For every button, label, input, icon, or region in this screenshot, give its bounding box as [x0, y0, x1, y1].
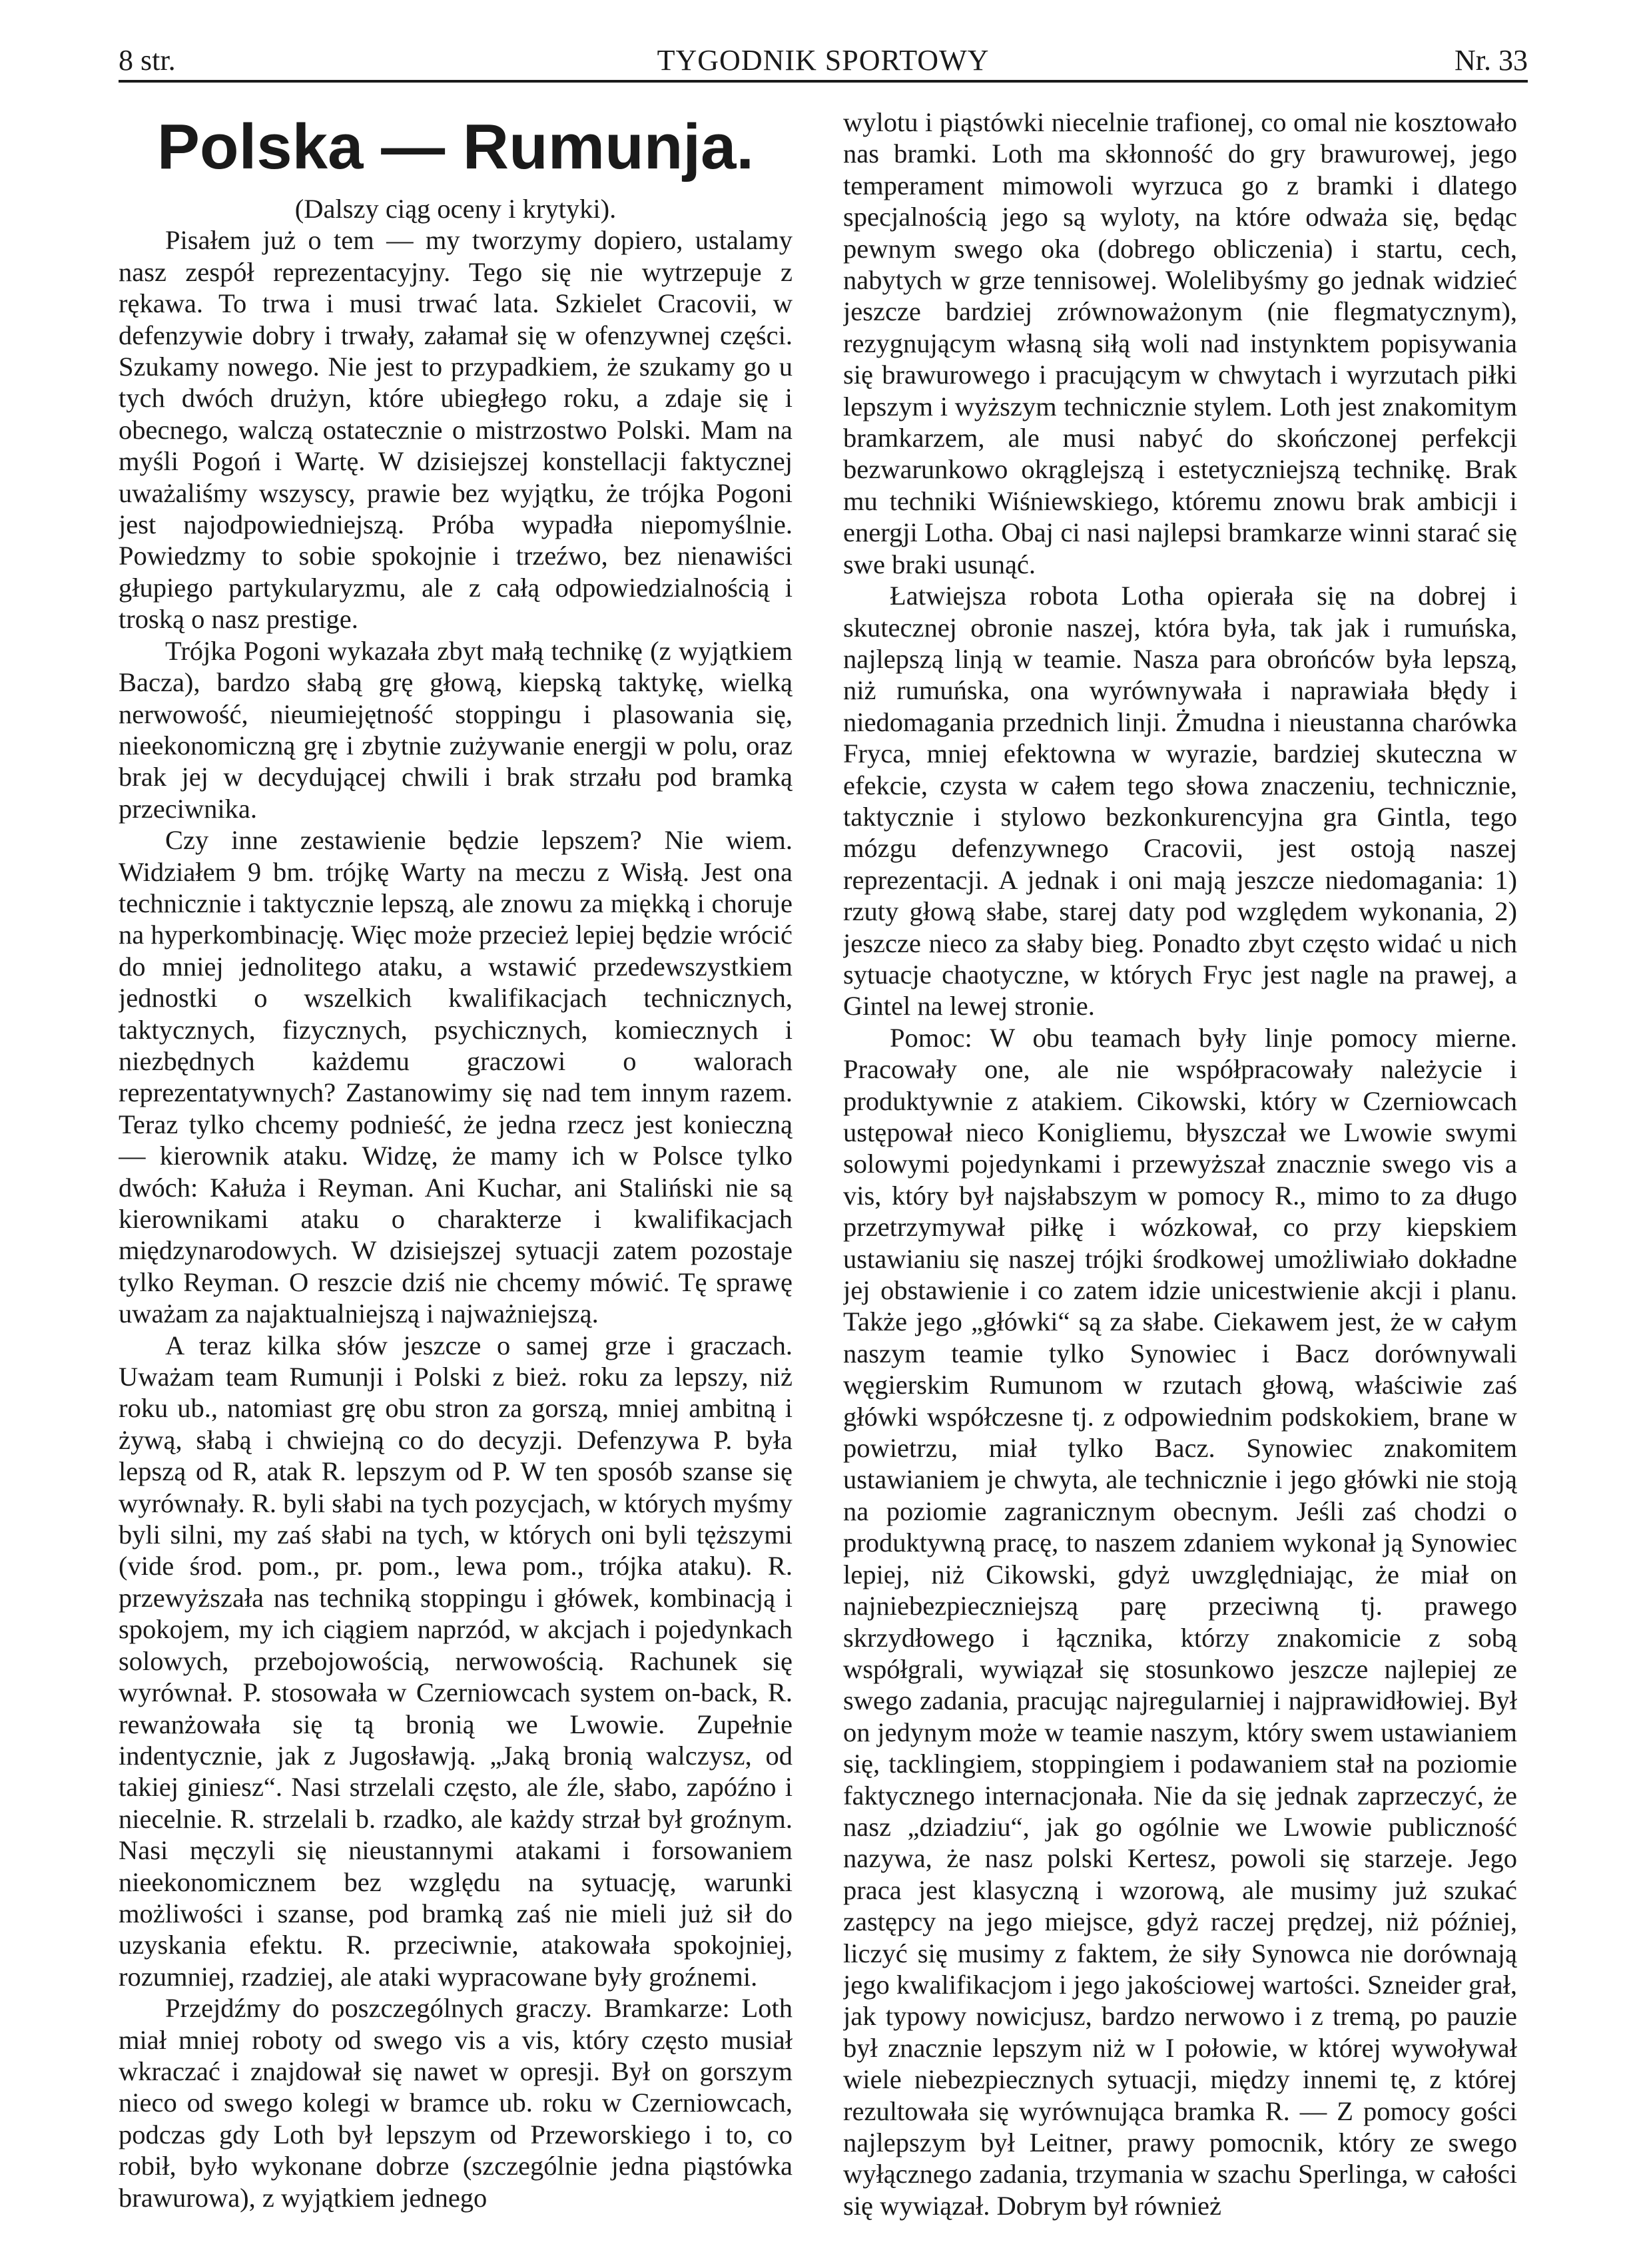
page-number: 8 str. — [119, 44, 176, 77]
article-subtitle: (Dalszy ciąg oceny i krytyki). — [294, 194, 617, 224]
issue-number: Nr. 33 — [1455, 44, 1528, 77]
article-title: Polska — Rumunja. — [157, 111, 755, 182]
paragraph: Pisałem już o tem — my tworzymy dopiero, ustalamy nasz zespół reprezentacyjny. Tego się nie wytrzepuje z rękawa. To trwa i musi trwać lata. Szkielet Cracovii, w defenzywie dobry i trwały, załamał się w ofenzywnej części. Szukamy nowego. Nie jest to przypadkiem, że szukamy go u tych dwóch drużyn, które ubiegłego roku, a zdaje się i obecnego, walczą ostatecznie o mistrzostwo Polski. Mam na myśli Pogoń i Wartę. W dzisiejszej konstellacji faktycznej uważaliśmy wszyscy, prawie bez wyjątku, że trójka Pogoni jest najodpowiedniejszą. Próba wypadła niepomyślnie. Powiedzmy to sobie spokojnie i trzeźwo, bez nienawiści głupiego partykularyzmu, ale z całą odpowiedzialnością i troską o nasz prestige. — [119, 225, 793, 635]
paragraph: Czy inne zestawienie będzie lepszem? Nie wiem. Widziałem 9 bm. trójkę Warty na meczu z Wisłą. Jest ona technicznie i taktycznie lepszą, ale znowu za miękką i choruje na hyperkombinację. Więc może przecież lepiej będzie wrócić do mniej jednolitego ataku, a wstawić przedewszystkiem jednostki o wszelkich kwalifikacjach technicznych, taktycznych, fizycznych, psychicznych, komiecznych i niezbędnych każdemu graczowi o walorach reprezentatywnych? Zastanowimy się nad tem innym razem. Teraz tylko chcemy podnieść, że jedna rzecz jest konieczną — kierownik ataku. Widzę, że mamy ich w Polsce tylko dwóch: Kałuża i Reyman. Ani Kuchar, ani Staliński nie są kierownikami ataku o charakterze i kwalifikacjach międzynarodowych. W dzisiejszej sytuacji zatem pozostaje tylko Reyman. O reszcie dziś nie chcemy mówić. Tę sprawę uważam za najaktualniejszą i najważniejszą. — [119, 825, 793, 1329]
paragraph: wylotu i piąstówki niecelnie trafionej, co omal nie kosztowało nas bramki. Loth ma skłonność do gry brawurowej, jego temperament mimowoli wyrzuca go z bramki i dlatego specjalnością jego są wyloty, na które odważa się, będąc pewnym swego oka (dobrego obliczenia) i startu, cech, nabytych w grze tennisowej. Wolelibyśmy go jednak widzieć jeszcze bardziej zrównoważonym (nie flegmatycznym), rezygnującym własną siłą woli nad instynktem popisywania się brawurowego i pracującym w chwytach i wyrzutach piłki lepszym i wyższym technicznie stylem. Loth jest znakomitym bramkarzem, ale musi nabyć do skończonej perfekcji bezwarunkowo okrąglejszą i estetyczniejszą technikę. Brak mu techniki Wiśniewskiego, któremu znowu brak ambicji i energji Lotha. Obaj ci nasi najlepsi bramkarze winni starać się swe braki usunąć. — [843, 107, 1517, 579]
right-column — [843, 107, 1517, 2247]
publication-name: TYGODNIK SPORTOWY — [657, 44, 990, 77]
paragraph: Łatwiejsza robota Lotha opierała się na dobrej i skutecznej obronie naszej, która była, tak jak i rumuńska, najlepszą linją w teamie. Nasza para obrońców była lepszą, niż rumuńska, ona wyrównywała i naprawiała błędy i niedomagania przednich linji. Żmudna i nieustanna charówka Fryca, mniej efektowna w wyrazie, bardziej skuteczna w efekcie, czysta w całem tego słowa znaczeniu, technicznie, taktycznie i stylowo bezkonkurencyjna gra Gintla, tego mózgu defenzywnego Cracovii, jest ostoją naszej reprezentacji. A jednak i oni mają jeszcze niedomagania: 1) rzuty głową słabe, starej daty pod względem wykonania, 2) jeszcze nieco za słaby bieg. Ponadto zbyt często widać u nich sytuacje chaotyczne, w których Fryc jest nagle na prawej, a Gintel na lewej stronie. — [843, 581, 1517, 1021]
paragraph: Pomoc: W obu teamach były linje pomocy mierne. Pracowały one, ale nie współpracowały należycie i produktywnie z atakiem. Cikowski, który w Czerniowcach ustępował nieco Konigliemu, błyszczał we Lwowie swymi solowymi pojedynkami i przewyższał znacznie swego vis a vis, który był najsłabszym w pomocy R., mimo to za długo przetrzymywał piłkę i wózkował, co przy kiepskiem ustawianiu się naszej trójki środkowej umożliwiało dokładne jej obstawienie i co zatem idzie unicestwienie akcji i planu. Także jego „główki“ są za słabe. Ciekawem jest, że w całym naszym teamie tylko Synowiec i Bacz dorównywali węgierskim Rumunom w rzutach głową, właściwie zaś główki współczesne tj. z odpowiednim podskokiem, brane w powietrzu, miał tylko Bacz. Synowiec znakomitem ustawianiem je chwyta, ale technicznie i jego główki nie stoją na poziomie zagranicznym obecnym. Jeśli zaś chodzi o produktywną pracę, to naszem zdaniem wykonał ją Synowiec lepiej, niż Cikowski, gdyż uwzględniając, że miał on najniebezpieczniejszą parę przeciwną tj. prawego skrzydłowego i łącznika, którzy znakomicie z sobą współgrali, wywiązał się stosunkowo jeszcze najlepiej ze swego zadania, pracując najregularniej i najprawidłowiej. Był on jedynym może w teamie naszym, który swem ustawianiem się, tacklingiem, stoppingiem i podawaniem stał na poziomie faktycznego internacjonała. Nie da się jednak zaprzeczyć, że nasz „dziadziu“, jak go ogólnie we Lwowie publiczność nazywa, że nasz polski Kertesz, powoli się starzeje. Jego praca jest klasyczną i wzorową, ale musimy już szukać zastępcy na jego miejsce, gdyż raczej prędzej, niż później, liczyć się musimy z faktem, że siły Synowca nie dorównają jego kwalifikacjom i jego jakościowej wartości. Szneider grał, jak typowy nowicjusz, bardzo nerwowo i z tremą, po pauzie był znacznie lepszym niż w I połowie, w której wywoływał wiele niebezpiecznych sytuacji, między innemi tę, z której rezultowała się wyrównująca bramka R. — Z pomocy gości najlepszym był Leitner, prawy pomocnik, który ze swego wyłącznego zadania, trzymania w szachu Sperlinga, w całości się wywiązał. Dobrym był również — [843, 1022, 1517, 2221]
masthead — [119, 41, 1528, 83]
left-column — [119, 107, 793, 2247]
paragraph: A teraz kilka słów jeszcze o samej grze i graczach. Uważam team Rumunji i Polski z bież. roku za lepszy, niż roku ub., natomiast grę obu stron za gorszą, mniej ambitną i żywą, słabą i chwiejną co do decyzji. Defenzywa P. była lepszą od R, atak R. lepszym od P. W ten sposób szanse się wyrównały. R. byli słabi na tych pozycjach, w których myśmy byli silni, my zaś słabi na tych, w których oni byli tęższymi (vide środ. pom., pr. pom., lewa pom., trójka ataku). R. przewyższała nas techniką stoppingu i główek, kombinacją i spokojem, my ich ciągiem naprzód, w akcjach i pojedynkach solowych, przebojowością, nerwowością. Rachunek się wyrównał. P. stosowała w Czerniowcach system on-back, R. rewanżowała się tą bronią we Lwowie. Zupełnie indentycznie, jak z Jugosławją. „Jaką bronią walczysz, od takiej giniesz“. Nasi strzelali często, ale źle, słabo, zapóźno i niecelnie. R. strzelali b. rzadko, ale każdy strzał był groźnym. Nasi męczyli się nieustannymi atakami i forsowaniem nieekonomicznem bez względu na sytuację, warunki możliwości i szanse, pod bramką zaś nie mieli już sił do uzyskania efektu. R. przeciwnie, atakowała spokojniej, rozumniej, rzadziej, ale ataki wypracowane były groźnemi. — [119, 1330, 793, 1992]
paragraph: Trójka Pogoni wykazała zbyt małą technikę (z wyjątkiem Bacza), bardzo słabą grę głową, kiepską taktykę, wielką nerwowość, nieumiejętność stoppingu i plasowania się, nieekonomiczną grę i zbytnie zużywanie energji w polu, oraz brak jej w decydującej chwili i brak strzału pod bramką przeciwnika. — [119, 635, 793, 824]
paragraph: Przejdźmy do poszczególnych graczy. Bramkarze: Loth miał mniej roboty od swego vis a vis, który często musiał wkraczać i znajdował się nawet w opresji. Był on gorszym nieco od swego kolegi w bramce ub. roku w Czerniowcach, podczas gdy Loth był lepszym od Przeworskiego i to, co robił, było wykonane dobrze (szczególnie jedna piąstówka brawurowa), z wyjątkiem jednego — [119, 1993, 793, 2213]
